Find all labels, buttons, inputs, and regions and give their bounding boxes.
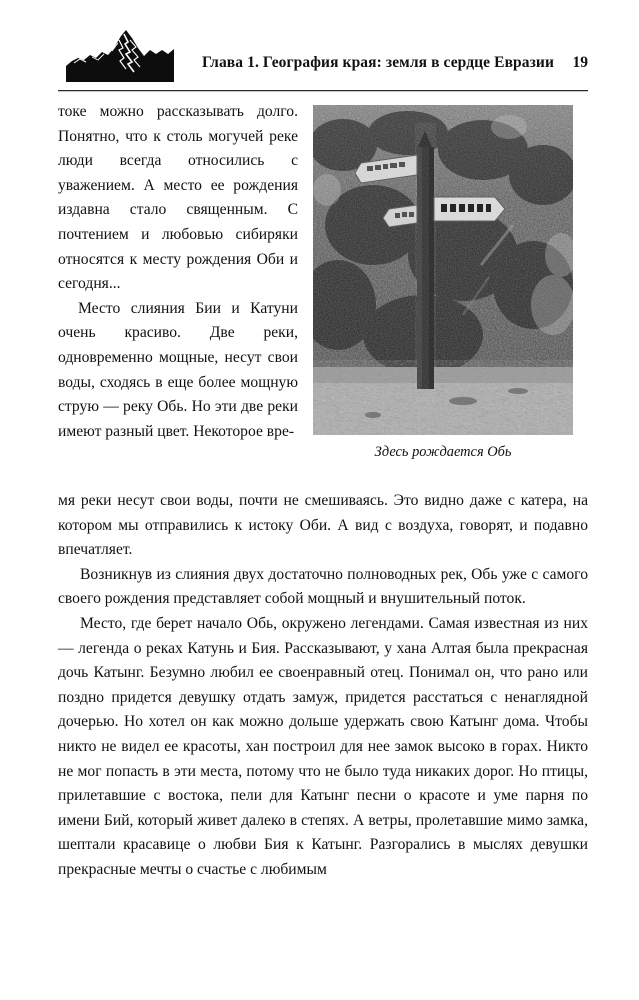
left-text-column [58,100,298,444]
running-head [58,28,588,90]
paragraph: Возникнув из слияния двух достаточно полноводных рек, Обь уже с самого своего рождения представляет собой мощный и внушительный поток. [58,565,588,608]
body-text [58,489,588,883]
paragraph: Место, где берет начало Обь, окружено легендами. Самая известная из них — легенда о реках Катунь и Бия. Рассказывают, у хана Алтая была прекрасная дочь Катынг. Безумно любил ее своенравный отец. Понимал он, что рано или поздно придется девушку отдать замуж, придется расстаться с ненаглядной дочерью. Но хотел он как можно дольше удержать свою Катынг дома. Чтобы никто не видел ее красоты, хан построил для нее замок высоко в горах. Никто не мог попасть в эти места, потому что не было туда никаких дорог. Но птицы, прилетавшие с востока, пели для Катынг песни о красоте и уме парня по имени Бий, который живет далеко в степях. А ветры, пролетавшие мимо замка, шептали красавице о любви Бия к Катынг. Разгорались в мыслях девушки прекрасные мечты о счастье с любимым [58,614,588,878]
paragraph: мя реки несут свои воды, почти не смешиваясь. Это видно даже с катера, на котором мы отправились к истоку Оби. А вид с воздуха, говорят, и подавно впечатляет. [58,492,588,559]
photograph [313,105,573,435]
mountain-icon [66,28,174,82]
paragraph: токе можно рассказывать долго. Понятно, что к столь могучей реке люди всегда относились с уважением. А место ее рождения издавна стало священным. С почтением и любовью сибиряки относятся к месту рождения Оби и сегодня... [58,103,298,293]
page-number: 19 [572,54,588,71]
figure-caption: Здесь рождается Обь [374,444,512,460]
running-head-title: Глава 1. География края: земля в сердце Евразии [201,54,554,71]
paragraph: Место слияния Бии и Катуни очень красиво. Две реки, одновременно мощные, несут свои воды, сходясь в еще более мощную струю — реку Обь. Но эти две реки имеют разный цвет. Некоторое вре- [58,299,298,440]
header-rule [58,90,588,91]
figure [313,105,573,460]
